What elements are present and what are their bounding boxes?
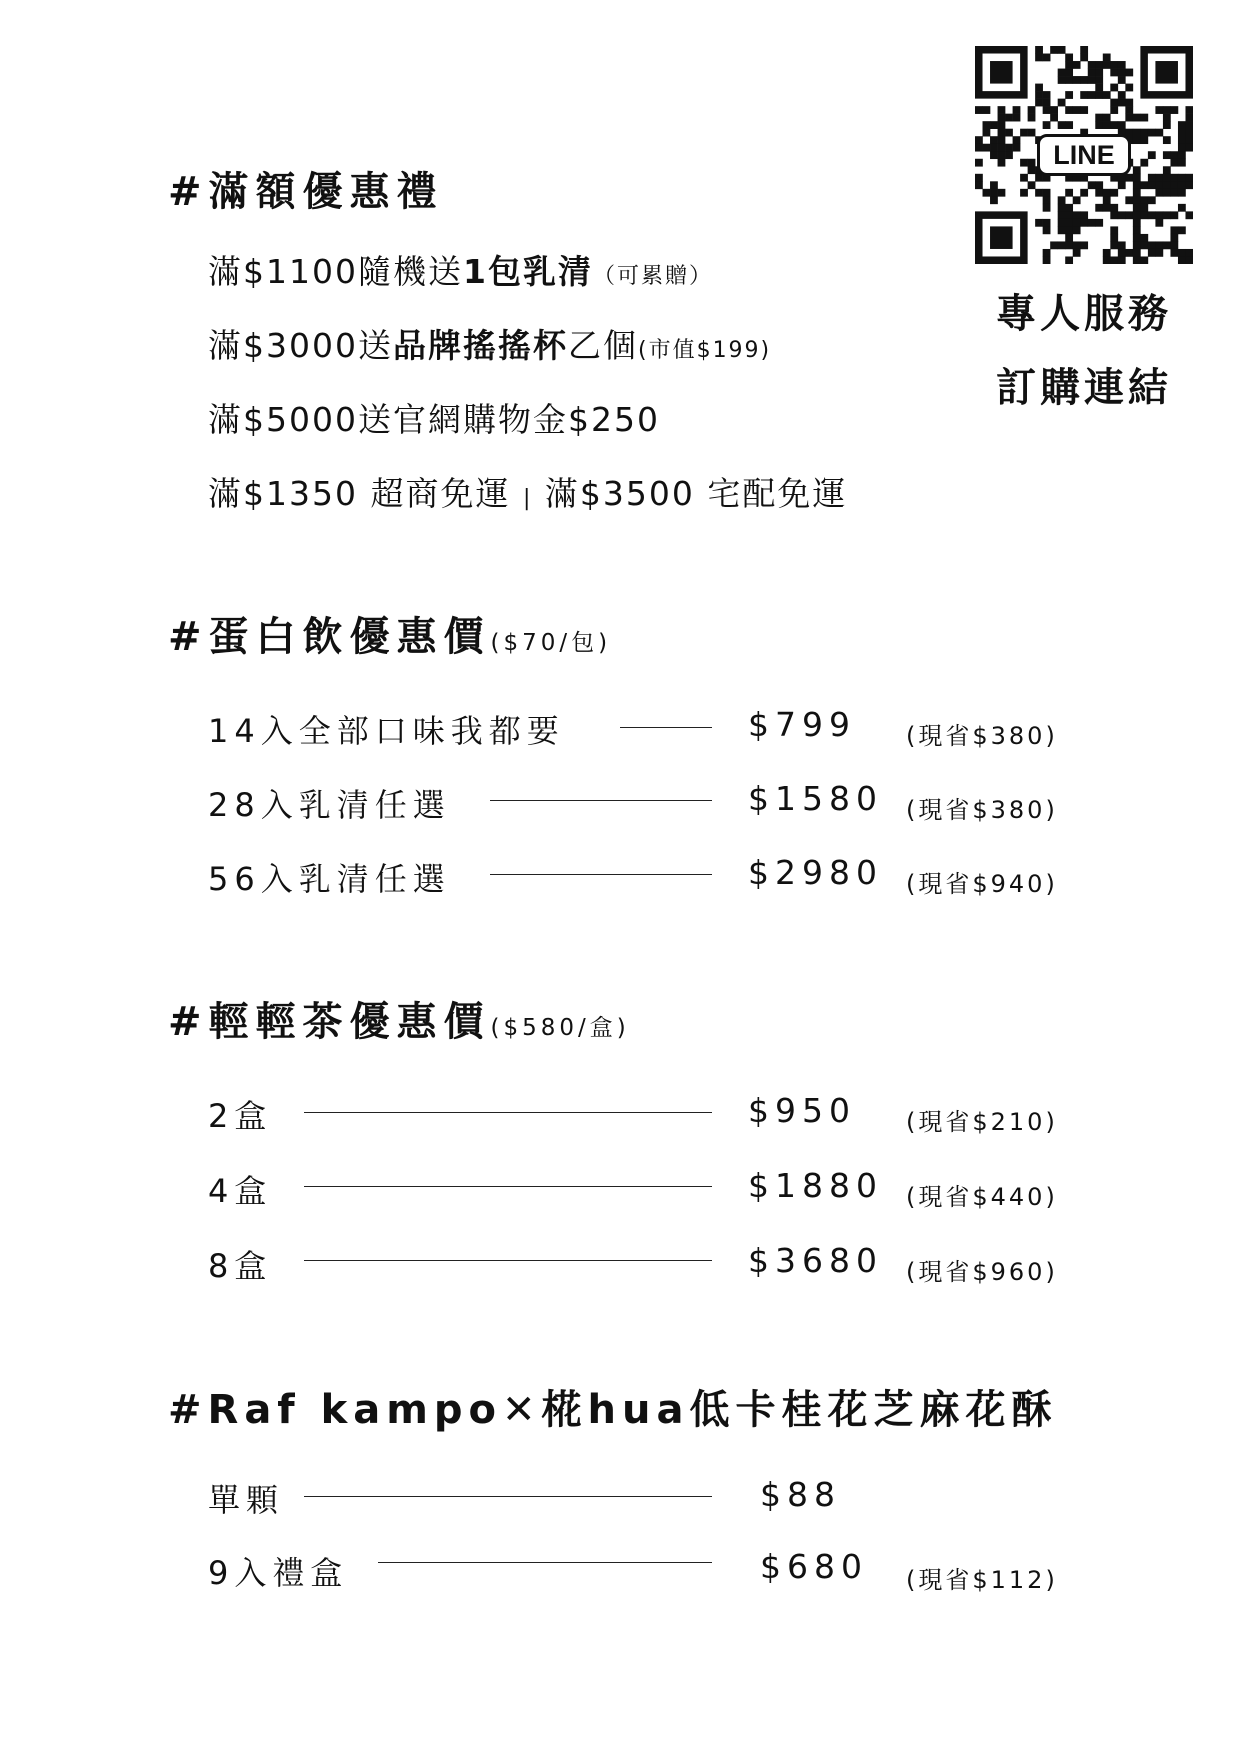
- section-title-gift: #滿額優惠禮: [168, 169, 444, 215]
- price-row-label: 28入乳清任選: [208, 786, 451, 824]
- promo-text: 滿$3000送: [208, 326, 393, 365]
- line-logo: LINE: [1037, 134, 1131, 176]
- qr-caption-service: 專人服務: [996, 291, 1172, 337]
- leader-line: [490, 800, 712, 801]
- price-value: $3680: [748, 1241, 883, 1280]
- promo-item-3: 滿$5000送官網購物金$250: [208, 400, 660, 439]
- price-row-label: 2盒: [208, 1097, 273, 1135]
- leader-line: [304, 1260, 712, 1261]
- savings-note: (現省$960): [906, 1258, 1058, 1286]
- savings-note: (現省$112): [906, 1566, 1058, 1594]
- promo-text: 滿$1350 超商免運: [208, 474, 511, 513]
- price-value: $1880: [748, 1166, 883, 1205]
- leader-line: [490, 874, 712, 875]
- promo-highlight: 品牌搖搖杯: [392, 326, 568, 365]
- promo-separator: |: [522, 486, 533, 511]
- price-row-label: 14入全部口味我都要: [208, 712, 565, 750]
- promo-item-2: [208, 320, 771, 367]
- price-value: $950: [748, 1091, 856, 1130]
- price-value: $799: [748, 705, 856, 744]
- section-title-tea: [168, 990, 630, 1047]
- leader-line: [304, 1496, 712, 1497]
- price-value: $2980: [748, 853, 883, 892]
- price-value: $680: [760, 1547, 868, 1586]
- price-row-label: 56入乳清任選: [208, 860, 451, 898]
- savings-note: (現省$380): [906, 796, 1058, 824]
- price-value: $1580: [748, 779, 883, 818]
- leader-line: [304, 1112, 712, 1113]
- promo-item-4: [208, 468, 847, 515]
- section-unit-price: ($70/包): [490, 630, 612, 656]
- leader-line: [620, 727, 712, 728]
- savings-note: (現省$210): [906, 1108, 1058, 1136]
- line-qr-code[interactable]: [975, 46, 1193, 264]
- promo-text: 滿$3500 宅配免運: [544, 474, 848, 513]
- section-title-cake: #Raf kampo✕椛hua低卡桂花芝麻花酥: [168, 1387, 1058, 1433]
- promo-highlight: 1包乳清: [462, 252, 593, 291]
- savings-note: (現省$440): [906, 1183, 1058, 1211]
- qr-caption-order-link: 訂購連結: [996, 365, 1172, 411]
- leader-line: [378, 1562, 712, 1563]
- price-row-label: 單顆: [208, 1481, 285, 1519]
- section-title-text: #蛋白飲優惠價: [168, 614, 491, 660]
- promo-item-1: [208, 246, 713, 293]
- section-unit-price: ($580/盒): [490, 1015, 630, 1041]
- savings-note: (現省$380): [906, 722, 1058, 750]
- promo-note: (市值$199): [637, 338, 772, 363]
- price-row-label: 9入禮盒: [208, 1554, 349, 1592]
- promo-note: （可累贈）: [592, 264, 713, 289]
- leader-line: [304, 1186, 712, 1187]
- promo-text: 滿$1100隨機送: [208, 252, 463, 291]
- price-row-label: 8盒: [208, 1247, 273, 1285]
- section-title-protein: [168, 605, 611, 662]
- promo-text: 乙個: [567, 326, 638, 365]
- price-value: $88: [760, 1475, 841, 1514]
- price-row-label: 4盒: [208, 1172, 273, 1210]
- savings-note: (現省$940): [906, 870, 1058, 898]
- section-title-text: #輕輕茶優惠價: [168, 999, 491, 1045]
